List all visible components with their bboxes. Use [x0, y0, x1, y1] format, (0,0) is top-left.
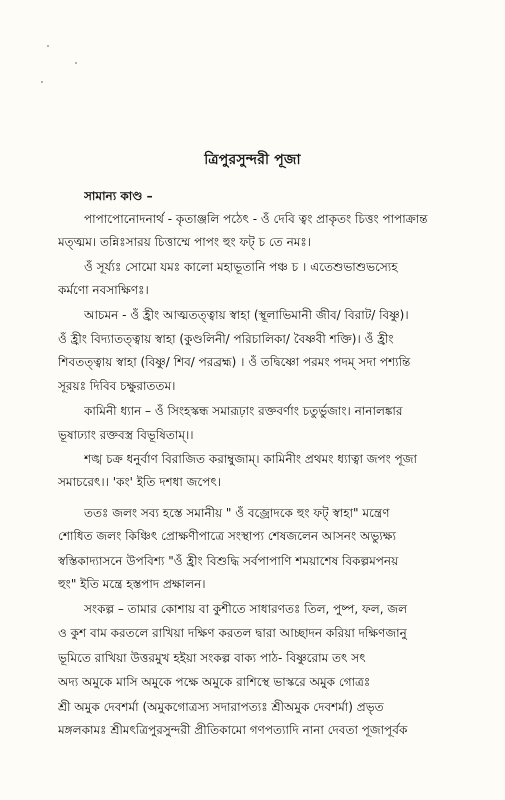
text-line: ও কুশ বাম করতলে রাখিয়া দক্ষিণ করতল দ্বারা আচ্ছাদন করিয়া দক্ষিণজানু — [58, 626, 407, 640]
text-line: ওঁ হ্রীং বিদ্যাতত্ত্বায় স্বাহা (কুণ্ডলিনী/ পরিচালিকা/ বৈষ্ণবী শক্তি)। ওঁ হ্রীং — [58, 332, 394, 346]
section-heading: সামান্য কাণ্ড – — [84, 189, 153, 203]
text-line: সূরয়ঃ দিবিব চক্ষুরাততম। — [58, 379, 176, 393]
text-line: ভূষাঢ্যাং রক্তবস্ত্র বিভূষিতাম্।। — [58, 428, 194, 442]
text-line: ততঃ জলং সব্য হস্তে সমানীয় " ওঁ বজ্রোদকে হুং ফট্ স্বাহা" মন্ত্রেণ — [84, 506, 390, 520]
text-line: সংকল্প – তামার কোশায় বা কুশীতে সাধারণতঃ তিল, পুষ্প, ফল, জল — [84, 602, 408, 616]
text-line: স্বস্তিকাদ্যাসনে উপবিশ্য "ওঁ হ্রীং বিশুদ্ধি সর্বপাপাণি শময়াশেষ বিকল্পমপনয় — [58, 554, 399, 568]
text-line: অদ্য অমুকে মাসি অমুকে পক্ষে অমুকে রাশিস্থে ভাস্করে অমুক গোত্রঃ — [58, 675, 371, 689]
text-line: মত্ত্মম। তন্নিঃসারয় চিত্তাম্মে পাপং হুং ফট্ চ তে নমঃ। — [58, 235, 312, 249]
text-line: শোধিত জলং কিঞ্চিৎ প্রোক্ষণীপাত্রে সংস্থাপ্য শেষজলেন আসনং অভ্যুক্ষ্য — [58, 529, 396, 543]
text-line: ভূমিতে রাখিয়া উত্তরমুখ হইয়া সংকল্প বাক্য পাঠ- বিষ্ণুরোম তৎ সৎ — [58, 651, 366, 665]
text-line: কর্মণো নবসাক্ষিণঃ। — [58, 283, 149, 297]
text-line: পাপাপোনোদনার্থ - কৃতাঞ্জলি পঠেৎ - ওঁ দেবি ত্বং প্রাকৃতং চিত্তং পাপাক্রান্ত — [84, 212, 428, 226]
text-line: কামিনী ধ্যান – ওঁ সিংহস্কন্ধ সমারূঢ়াং রক্তবর্ণাং চতুর্ভুজাং। নানালঙ্কার — [84, 404, 403, 418]
speck — [41, 81, 43, 83]
text-line: মঙ্গলকামঃ শ্রীমৎত্রিপুরসুন্দরী প্রীতিকামো গণপত্যাদি নানা দেবতা পূজাপূর্বক — [58, 723, 408, 737]
page-title: ত্রিপুরসুন্দরী পূজা — [204, 152, 301, 168]
text-line: ওঁ সূর্য্যঃ সোমো যমঃ কালো মহাভূতানি পঞ্চ চ । এতেশুভাশুভস্যেহ — [84, 260, 398, 274]
text-line: শিবতত্ত্বায় স্বাহা (বিষ্ণু/ শিব/ পরব্রহ্ম) । ওঁ তদ্বিষ্ণো পরমং পদম্ সদা পশ্যন্তি — [58, 355, 411, 369]
text-line: শ্রী অমুক দেবশর্মা (অমুকগোত্রস্য সদারাপত্যঃ শ্রীঅমুক দেবশর্মা) প্রভৃত — [58, 700, 384, 714]
text-line: আচমন - ওঁ হ্রীং আত্মতত্ত্বায় স্বাহা (স্থূলাভিমানী জীব/ বিরাট/ বিষ্ণু)। — [84, 308, 409, 322]
speck — [47, 45, 49, 47]
speck — [75, 62, 77, 64]
text-line: হুং" ইতি মন্ত্রে হস্তপাদ প্রক্ষালন। — [58, 577, 206, 591]
text-line: সমাচরেৎ।। 'কং' ইতি দশধা জপেৎ। — [58, 475, 222, 489]
text-line: শঙ্খ চক্র ধনুর্বাণ বিরাজিত করাম্বুজাম্। কামিনীং প্রথমং ধ্যাত্বা জপং পূজা — [84, 452, 418, 466]
